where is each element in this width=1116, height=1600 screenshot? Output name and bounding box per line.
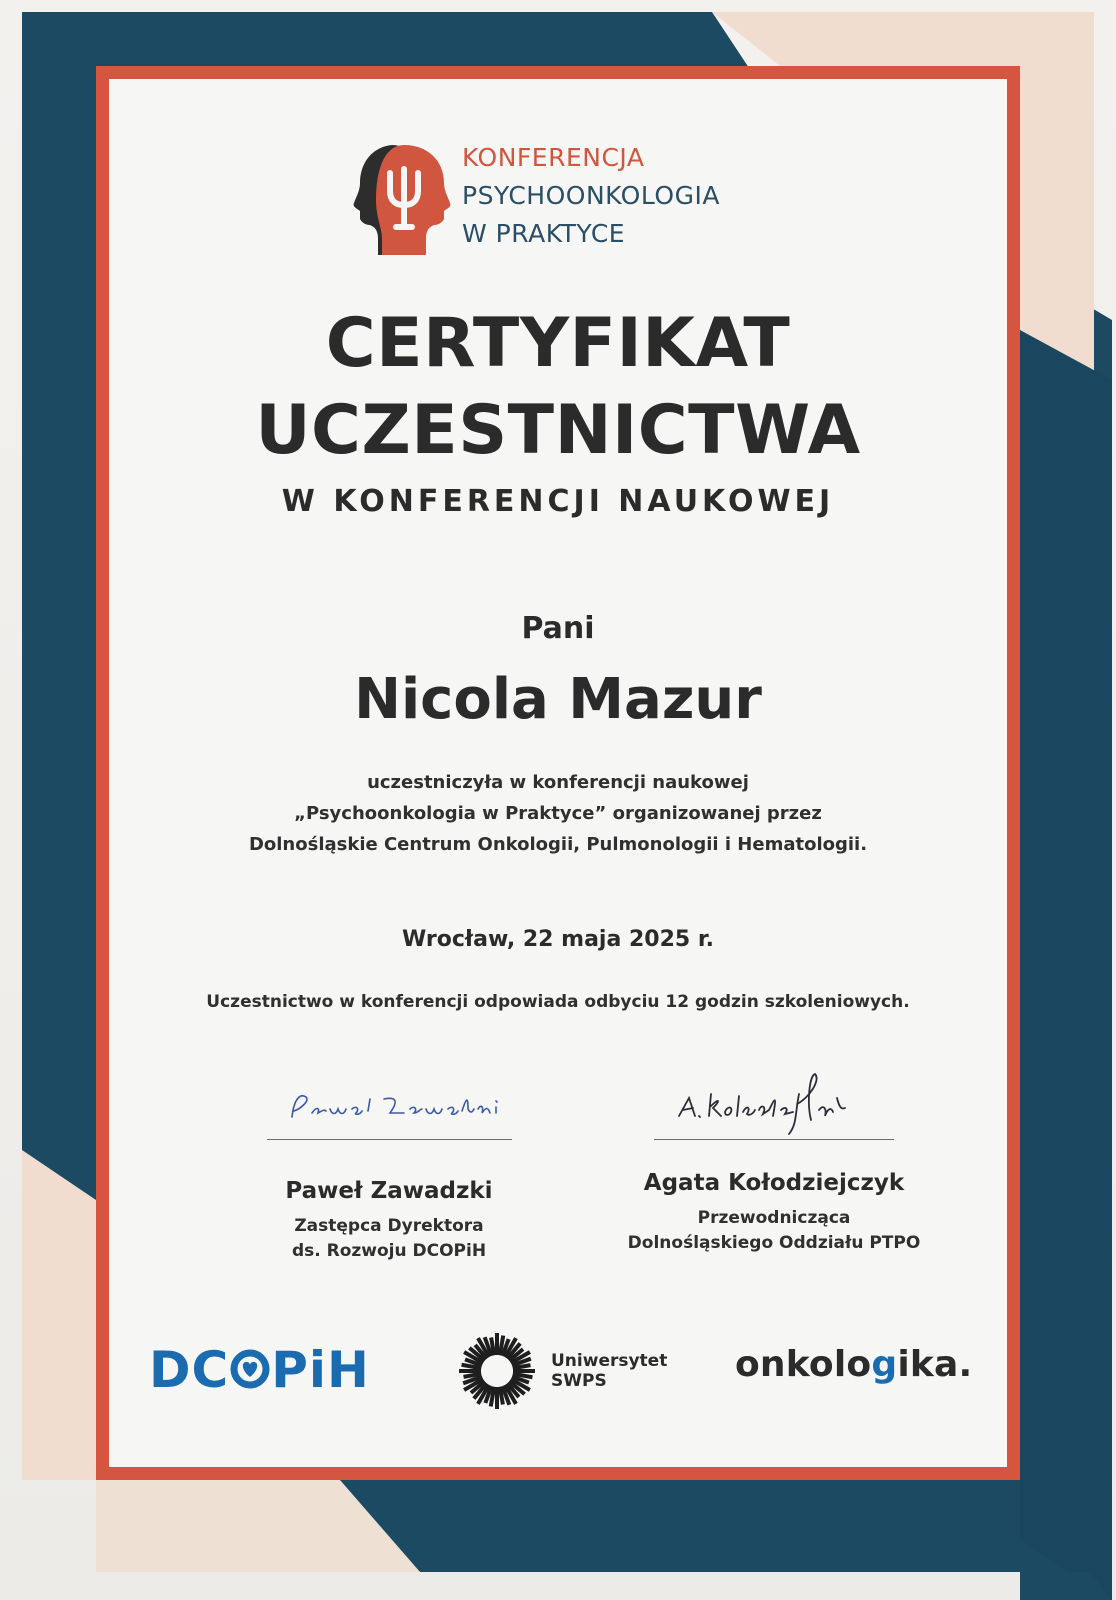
certificate-content	[109, 79, 1007, 1467]
participant-name: Nicola Mazur	[354, 667, 762, 732]
swps-sunburst-icon	[457, 1331, 537, 1411]
swps-line-1: Uniwersytet	[551, 1351, 668, 1371]
salutation: Pani	[521, 611, 595, 646]
signature-block-right	[604, 1054, 944, 1256]
signatory-role-line: ds. Rozwoju DCOPiH	[291, 1241, 487, 1261]
certificate-title-line-2: UCZESTNICTWA	[255, 391, 861, 470]
signature-line-left	[267, 1139, 512, 1140]
conference-logo-text	[462, 139, 720, 253]
signatory-role-line: Dolnośląskiego Oddziału PTPO	[627, 1233, 921, 1253]
place-and-date: Wrocław, 22 maja 2025 r.	[402, 927, 714, 952]
dcopih-logo	[149, 1341, 370, 1399]
logo-line-3: W PRAKTYCE	[462, 219, 626, 248]
psi-head-icon	[352, 139, 452, 257]
swps-logo	[457, 1331, 697, 1411]
heart-o-icon	[230, 1349, 270, 1389]
certificate-title-line-1: CERTYFIKAT	[325, 304, 791, 383]
training-hours-note: Uczestnictwo w konferencji odpowiada odbyciu 12 godzin szkoleniowych.	[206, 992, 910, 1012]
onkologika-part-1: onkolo	[735, 1344, 872, 1385]
certificate-subtitle: W KONFERENCJI NAUKOWEJ	[281, 484, 835, 519]
logo-line-2: PSYCHOONKOLOGIA	[462, 181, 720, 210]
signature-block-left	[219, 1069, 559, 1264]
signatory-role-left	[219, 1214, 559, 1264]
dcopih-logo-right: PiH	[271, 1341, 370, 1399]
signatory-role-line: Zastępca Dyrektora	[294, 1216, 484, 1236]
handwritten-signature-right	[649, 1054, 899, 1139]
signatory-name-right: Agata Kołodziejczyk	[643, 1170, 905, 1196]
dcopih-logo-left: DC	[149, 1341, 230, 1399]
swps-line-2: SWPS	[551, 1371, 607, 1391]
certificate-frame	[96, 66, 1020, 1480]
body-line: „Psychoonkologia w Praktyce” organizowanej przez	[294, 803, 822, 824]
logo-line-1: KONFERENCJA	[462, 143, 645, 172]
conference-logo	[352, 139, 792, 259]
certificate-body	[109, 767, 1007, 860]
onkologika-logo	[735, 1344, 972, 1385]
signatory-role-line: Przewodnicząca	[697, 1208, 851, 1228]
swps-logo-text	[551, 1351, 667, 1391]
signature-line-right	[654, 1139, 894, 1140]
handwritten-signature-left	[264, 1069, 514, 1139]
onkologika-part-2: ika.	[897, 1344, 973, 1385]
signatory-name-left: Paweł Zawadzki	[285, 1178, 493, 1204]
body-line: uczestniczyła w konferencji naukowej	[367, 772, 749, 793]
onkologika-g: g	[871, 1344, 898, 1385]
body-line: Dolnośląskie Centrum Onkologii, Pulmonologii i Hematologii.	[248, 834, 868, 855]
signatory-role-right	[604, 1206, 944, 1256]
